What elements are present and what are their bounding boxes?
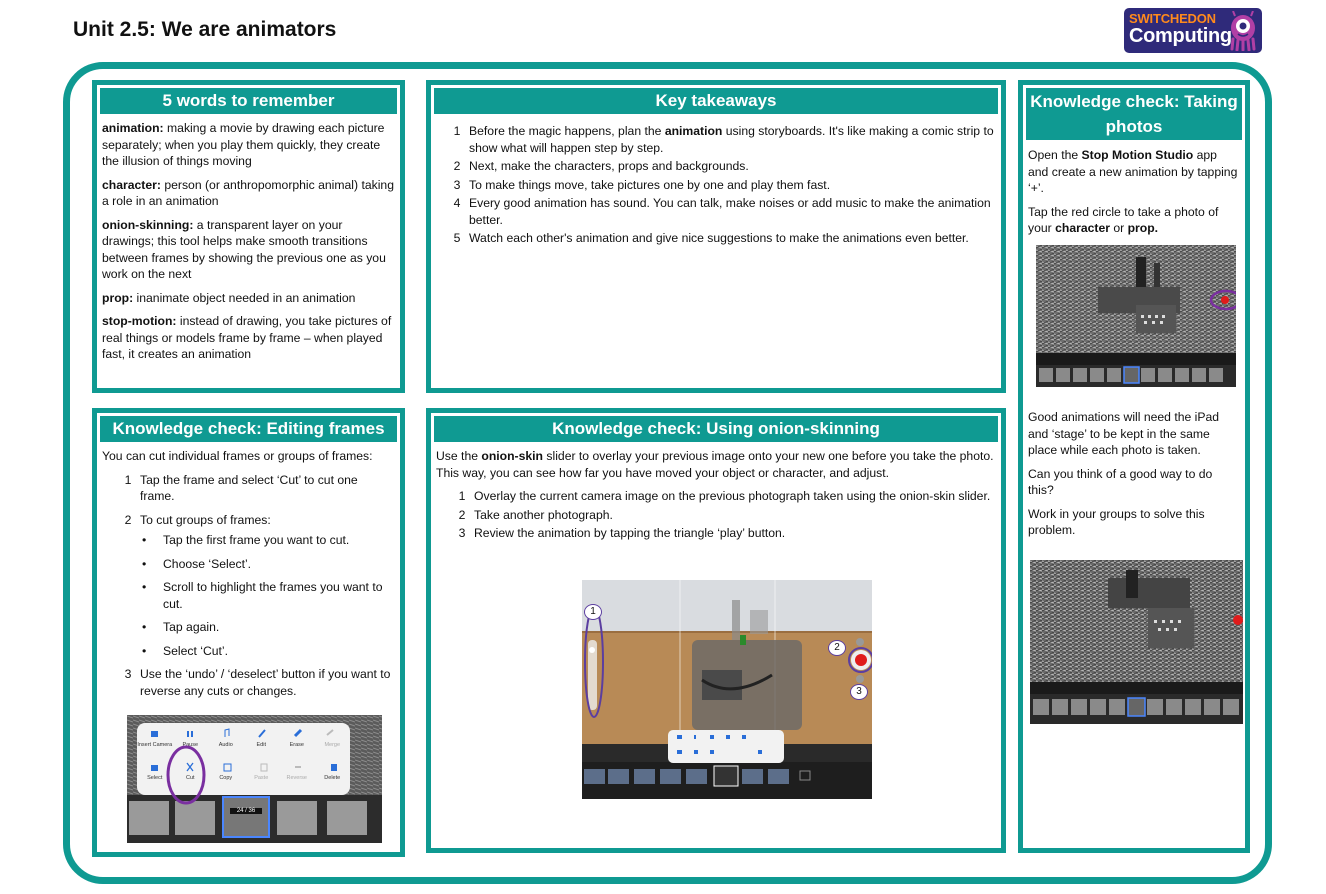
onion-skin-screenshot [582, 580, 872, 799]
menu-reverse[interactable]: Reverse [286, 775, 307, 781]
onion-skinning-heading: Knowledge check: Using onion-skinning [434, 416, 998, 442]
menu-delete[interactable]: Delete [324, 775, 341, 781]
word-entry-animation: animation: making a movie by drawing each picture separately; when you play them quickly, they create the illusion of things moving [102, 121, 385, 168]
onion-intro: Use the onion-skin slider to overlay your previous image onto your new one before you take the photo. This way, you can see how far you have moved your object or character, and adjust. [436, 449, 994, 480]
switchedon-computing-logo [1124, 8, 1262, 53]
taking-photos-panel [1018, 80, 1250, 853]
editing-step: 3 Use the ‘undo’ / ‘deselect’ button if you want to reverse any cuts or changes. [124, 667, 391, 698]
editing-bullet: • Select ‘Cut’. [142, 643, 229, 658]
photos-question: Can you think of a good way to do this? [1028, 466, 1213, 497]
stop-motion-camera-screenshot-2 [1030, 560, 1243, 724]
editing-intro: You can cut individual frames or groups of frames: [102, 449, 373, 463]
stop-motion-camera-screenshot-1 [1036, 245, 1236, 387]
photos-instruction-open-app: Open the Stop Motion Studio app and create a new animation by tapping ‘+’. [1028, 148, 1238, 195]
word-entry-prop: prop: inanimate object needed in an animation [102, 290, 356, 305]
callout-2: 2 [828, 640, 846, 656]
logo-line-2: Computing [1129, 25, 1232, 47]
mascot-icon [1227, 11, 1259, 51]
menu-erase[interactable]: Erase [289, 742, 304, 748]
menu-copy[interactable]: Copy [219, 775, 233, 781]
menu-audio[interactable]: Audio [218, 742, 233, 748]
takeaway-item: 1 Before the magic happens, plan the animation using storyboards. It's like making a comic strip to show what will happen step by step. [453, 124, 994, 155]
taking-photos-heading: Knowledge check: Taking photos [1026, 88, 1242, 140]
editing-bullet: • Tap the first frame you want to cut. [142, 533, 350, 547]
onion-skinning-panel [426, 408, 1006, 853]
words-heading: 5 words to remember [100, 88, 397, 114]
menu-select[interactable]: Select [147, 775, 163, 781]
editing-frames-panel [92, 408, 405, 857]
frame-counter: 24 / 36 [230, 808, 262, 814]
word-entry-onion-skinning: onion-skinning: a transparent layer on your drawings; this tool helps make smooth transitions between frames by showing the previous one as you work on the next [102, 217, 386, 281]
takeaways-heading: Key takeaways [434, 88, 998, 114]
takeaway-item: 3 To make things move, take pictures one by one and play them fast. [453, 177, 831, 192]
menu-edit[interactable]: Edit [256, 742, 266, 748]
editing-step: 2 To cut groups of frames: [124, 512, 271, 527]
menu-pause[interactable]: Pause [182, 742, 199, 748]
edit-menu-screenshot [127, 715, 382, 843]
editing-bullet: • Choose ‘Select’. [142, 556, 252, 571]
takeaway-item: 2 Next, make the characters, props and backgrounds. [453, 159, 749, 173]
editing-frames-heading: Knowledge check: Editing frames [100, 416, 397, 442]
editing-bullet: • Scroll to highlight the frames you want to cut. [142, 580, 383, 611]
onion-step: 2 Take another photograph. [458, 507, 613, 522]
takeaway-item: 5 Watch each other's animation and give nice suggestions to make the animations even better. [453, 231, 969, 245]
logo-line-1: SWITCHEDON [1129, 11, 1216, 26]
editing-step: 1 Tap the frame and select ‘Cut’ to cut one frame. [124, 472, 358, 503]
callout-3: 3 [850, 684, 868, 700]
photos-instruction-tap-red: Tap the red circle to take a photo of your character or prop. [1028, 204, 1219, 235]
menu-paste[interactable]: Paste [254, 775, 269, 781]
callout-1: 1 [584, 604, 602, 620]
takeaway-item: 4 Every good animation has sound. You can talk, make noises or add music to make the animation better. [453, 196, 991, 227]
takeaways-panel [426, 80, 1006, 393]
photos-note-stage: Good animations will need the iPad and ‘stage’ to be kept in the same place while each photo is taken. [1028, 410, 1220, 457]
page-title: Unit 2.5: We are animators [73, 18, 337, 41]
menu-cut[interactable]: Cut [185, 775, 195, 781]
menu-insert-camera[interactable]: Insert Camera [137, 742, 173, 748]
word-entry-stop-motion: stop-motion: instead of drawing, you take pictures of real things or models frame by frame – when played fast, it creates an animation [102, 314, 392, 361]
menu-merge[interactable]: Merge [324, 742, 341, 748]
cut-highlight-circle [127, 715, 382, 843]
word-entry-character: character: person (or anthropomorphic animal) taking a role in an animation [102, 177, 394, 208]
onion-step: 3 Review the animation by tapping the triangle ‘play’ button. [458, 526, 786, 540]
editing-bullet: • Tap again. [142, 620, 220, 634]
words-panel [92, 80, 405, 393]
photos-group-task: Work in your groups to solve this problem. [1028, 506, 1205, 537]
onion-step: 1 Overlay the current camera image on the previous photograph taken using the onion-skin slider. [458, 489, 991, 503]
